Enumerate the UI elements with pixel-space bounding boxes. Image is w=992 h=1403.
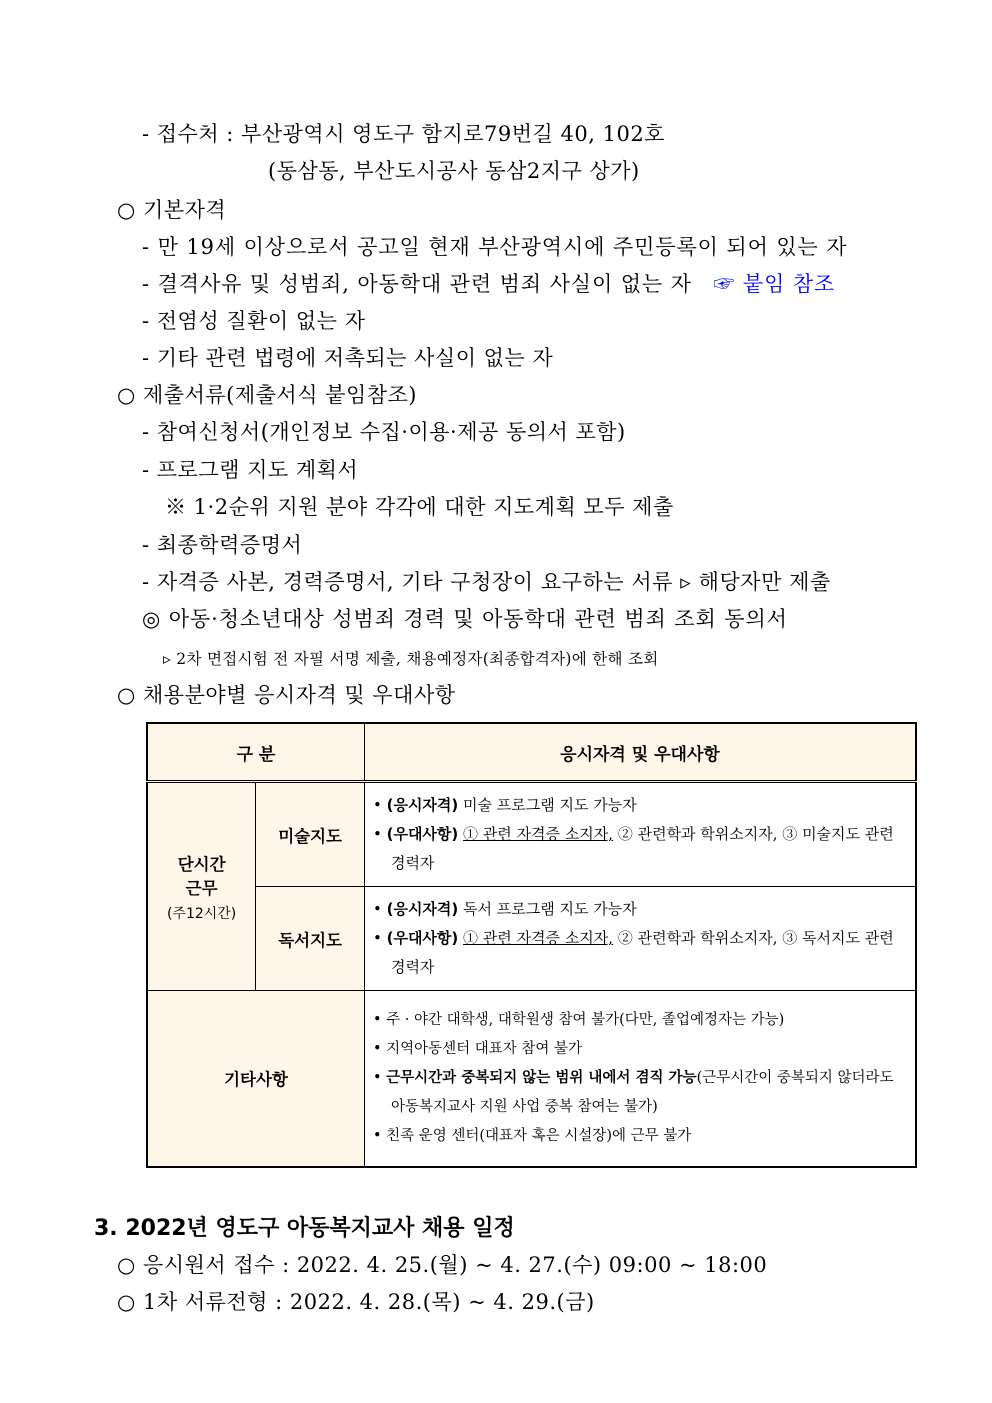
section-3-title: 3. 2022년 영도구 아동복지교사 채용 일정 bbox=[94, 1216, 515, 1241]
heading-documents: ○ 제출서류(제출서식 붙임참조) bbox=[117, 383, 417, 407]
qualifications-table bbox=[146, 722, 917, 1168]
line-consent-form: ◎ 아동·청소년대상 성범죄 경력 및 아동학대 관련 범죄 조회 동의서 bbox=[142, 607, 788, 631]
schedule-document-screening: ○ 1차 서류전형 : 2022. 4. 28.(목) ~ 4. 29.(금) bbox=[117, 1290, 595, 1314]
line-reception: - 접수처 : 부산광역시 영도구 함지로79번길 40, 102호 bbox=[142, 122, 665, 146]
list-item: • (우대사항) ① 관련 자격증 소지자, ② 관련학과 학위소지자, ③ 독서지도 관련 경력자 bbox=[372, 929, 894, 976]
list-item: • 주 · 야간 대학생, 대학원생 참여 불가(다만, 졸업예정자는 가능) bbox=[372, 1011, 785, 1028]
table-row bbox=[147, 782, 916, 887]
group-hours: (주12시간) bbox=[166, 905, 237, 922]
line-no-violation: - 기타 관련 법령에 저촉되는 사실이 없는 자 bbox=[142, 346, 554, 370]
group-label-line2: 근무 bbox=[185, 878, 218, 898]
line-certificates: - 자격증 사본, 경력증명서, 기타 구청장이 요구하는 서류 ▹ 해당자만 제출 bbox=[142, 570, 831, 594]
field-art-details bbox=[364, 782, 916, 887]
note-consent-submission: ▹ 2차 면접시험 전 자필 서명 제출, 채용예정자(최종합격자)에 한해 조회 bbox=[163, 650, 659, 668]
attachment-reference-link[interactable]: ☞ 붙임 참조 bbox=[713, 272, 836, 296]
line-application-form: - 참여신청서(개인정보 수집·이용·제공 동의서 포함) bbox=[142, 420, 626, 444]
list-item: • (우대사항) ① 관련 자격증 소지자, ② 관련학과 학위소지자, ③ 미술지도 관련 경력자 bbox=[372, 825, 894, 872]
heading-basic-qualification: ○ 기본자격 bbox=[117, 198, 227, 222]
heading-qualifications-by-field: ○ 채용분야별 응시자격 및 우대사항 bbox=[117, 683, 456, 707]
field-reading-details bbox=[364, 887, 916, 991]
line-age-residency: - 만 19세 이상으로서 공고일 현재 부산광역시에 주민등록이 되어 있는 자 bbox=[142, 235, 848, 259]
group-part-time bbox=[147, 782, 256, 991]
field-other-details bbox=[364, 991, 916, 1167]
field-other: 기타사항 bbox=[147, 991, 364, 1167]
table-row bbox=[147, 991, 916, 1167]
list-item: • (응시자격) 독서 프로그램 지도 가능자 bbox=[372, 900, 637, 918]
line-education-certificate: - 최종학력증명서 bbox=[142, 533, 303, 557]
table-header-row bbox=[147, 723, 916, 782]
line-no-disease: - 전염성 질환이 없는 자 bbox=[142, 309, 366, 333]
disqualification-text: - 결격사유 및 성범죄, 아동학대 관련 범죄 사실이 없는 자 bbox=[142, 272, 692, 296]
schedule-application: ○ 응시원서 접수 : 2022. 4. 25.(월) ~ 4. 27.(수) 09:00 ~ 18:00 bbox=[117, 1253, 768, 1277]
line-disqualification bbox=[142, 271, 835, 297]
note-plan-submission: ※ 1·2순위 지원 분야 각각에 대한 지도계획 모두 제출 bbox=[165, 495, 674, 519]
list-item: • 친족 운영 센터(대표자 혹은 시설장)에 근무 불가 bbox=[372, 1127, 692, 1144]
header-category: 구 분 bbox=[147, 723, 364, 782]
line-program-plan: - 프로그램 지도 계획서 bbox=[142, 458, 359, 482]
list-item: • (응시자격) 미술 프로그램 지도 가능자 bbox=[372, 796, 637, 814]
list-item: • 지역아동센터 대표자 참여 불가 bbox=[372, 1040, 583, 1057]
field-art: 미술지도 bbox=[256, 782, 365, 887]
group-label-line1: 단시간 bbox=[177, 854, 226, 874]
header-qualifications: 응시자격 및 우대사항 bbox=[364, 723, 916, 782]
list-item: • 근무시간과 중복되지 않는 범위 내에서 겸직 가능(근무시간이 중복되지 않더라도 아동복지교사 지원 사업 중복 참여는 불가) bbox=[372, 1069, 894, 1115]
line-reception-detail: (동삼동, 부산도시공사 동삼2지구 상가) bbox=[268, 159, 640, 183]
table-row bbox=[147, 887, 916, 991]
field-reading: 독서지도 bbox=[256, 887, 365, 991]
